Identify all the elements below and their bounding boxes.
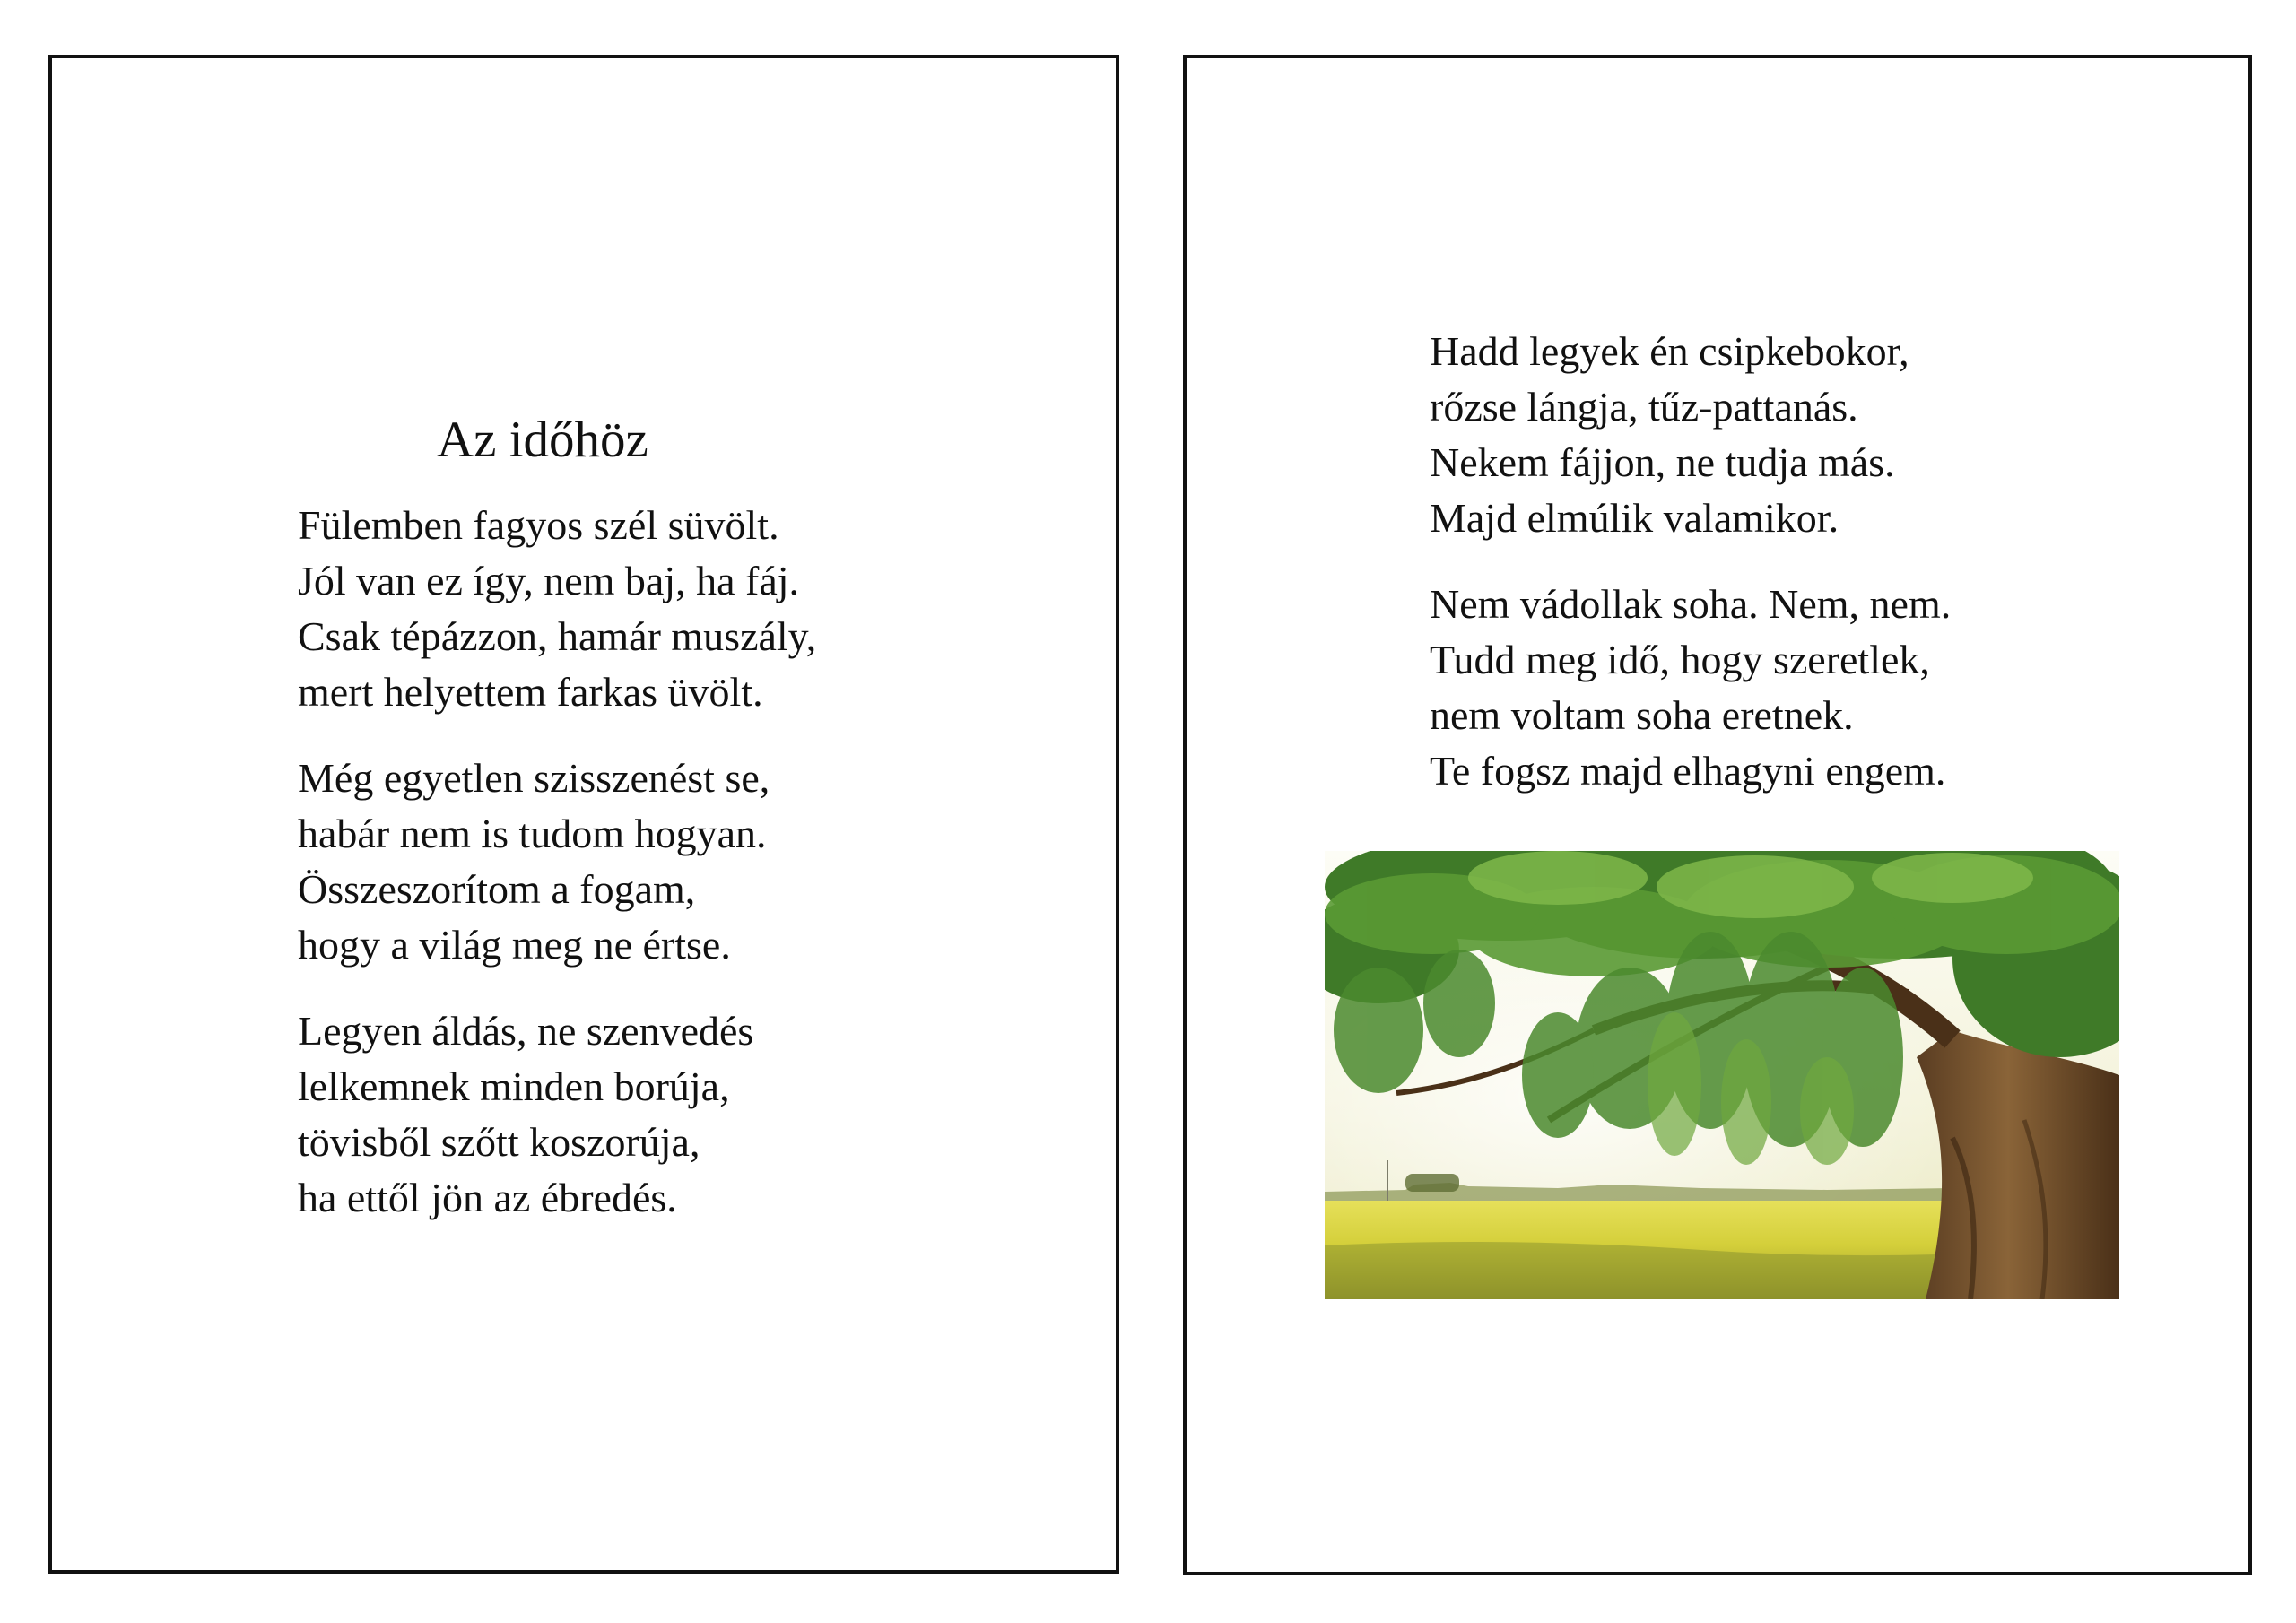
stanza <box>298 1003 816 1226</box>
right-page <box>1183 55 2252 1575</box>
poem-line: tövisből szőtt koszorúja, <box>298 1119 700 1165</box>
left-page <box>48 55 1119 1574</box>
poem-line: hogy a világ meg ne értse. <box>298 922 731 968</box>
right-stanzas <box>1430 324 1951 829</box>
poem-line: Legyen áldás, ne szenvedés <box>298 1008 754 1054</box>
poem-line: Tudd meg idő, hogy szeretlek, <box>1430 637 1930 682</box>
poem-line: Összeszorítom a fogam, <box>298 866 696 912</box>
poem-line: Fülemben fagyos szél süvölt. <box>298 502 779 548</box>
poem-line: lelkemnek minden borúja, <box>298 1063 730 1109</box>
poem-line: ha ettől jön az ébredés. <box>298 1175 677 1220</box>
stanza <box>298 751 816 973</box>
poem-line: Majd elmúlik valamikor. <box>1430 495 1839 541</box>
poem-line: rőzse lángja, tűz-pattanás. <box>1430 384 1858 430</box>
stanza <box>1430 324 1951 546</box>
poem-line: Nekem fájjon, ne tudja más. <box>1430 439 1895 485</box>
poem-title: Az időhöz <box>437 412 648 468</box>
poem-line: Jól van ez így, nem baj, ha fáj. <box>298 558 800 603</box>
poem-line: Csak tépázzon, hamár muszály, <box>298 613 817 659</box>
poem-line: nem voltam soha eretnek. <box>1430 692 1854 738</box>
poem-line: Még egyetlen szisszenést se, <box>298 755 770 801</box>
stanza <box>1430 577 1951 799</box>
stanza <box>298 498 816 720</box>
poem-line: Hadd legyek én csipkebokor, <box>1430 328 1909 374</box>
poem-line: habár nem is tudom hogyan. <box>298 811 767 856</box>
poem-line: mert helyettem farkas üvölt. <box>298 669 763 715</box>
left-stanzas <box>298 498 816 1256</box>
tree-photo <box>1325 851 2119 1299</box>
poem-line: Te fogsz majd elhagyni engem. <box>1430 748 1946 794</box>
poem-line: Nem vádollak soha. Nem, nem. <box>1430 581 1952 627</box>
